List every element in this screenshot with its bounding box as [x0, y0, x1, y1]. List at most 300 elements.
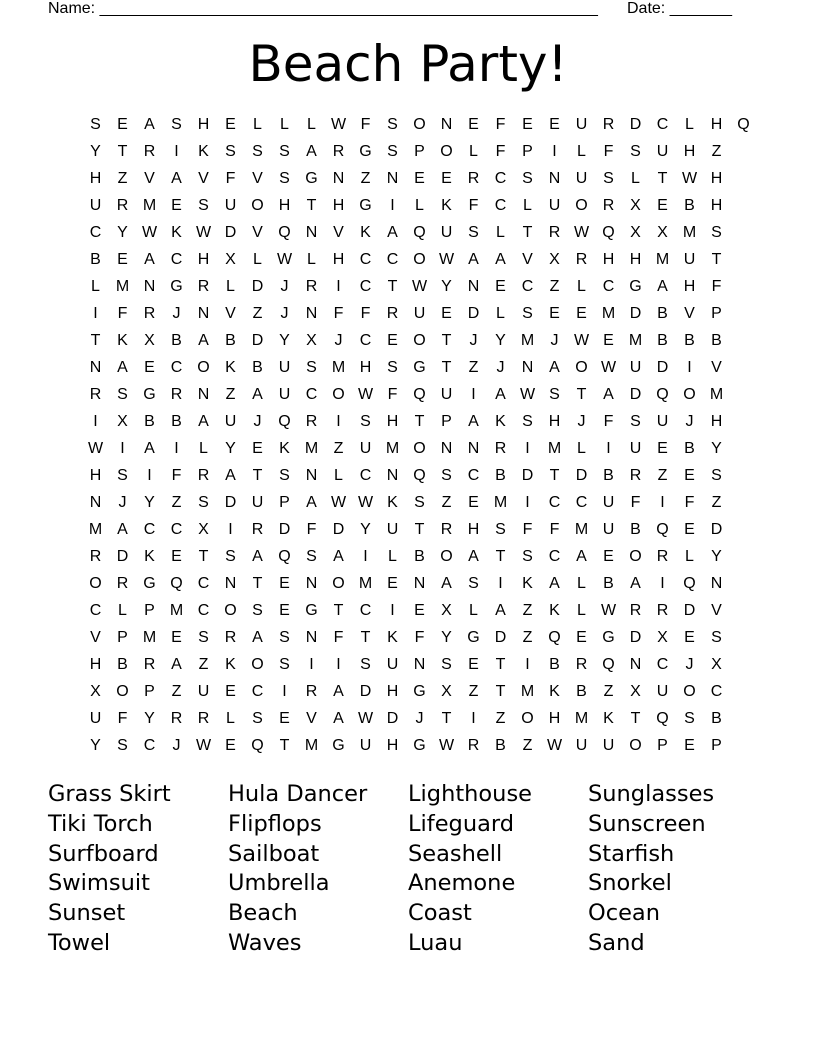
grid-letter[interactable]: X	[657, 628, 668, 646]
grid-letter[interactable]: L	[253, 250, 262, 268]
grid-letter[interactable]: A	[468, 412, 479, 430]
grid-letter[interactable]: N	[440, 115, 453, 133]
grid-letter[interactable]: B	[144, 412, 155, 430]
grid-letter[interactable]: W	[438, 250, 455, 268]
grid-letter[interactable]: G	[413, 682, 426, 700]
grid-letter[interactable]: M	[520, 331, 535, 349]
grid-letter[interactable]: R	[440, 520, 453, 538]
grid-letter[interactable]: Z	[171, 493, 182, 511]
grid-letter[interactable]: L	[469, 142, 478, 160]
grid-letter[interactable]: U	[629, 439, 642, 457]
grid-letter[interactable]: H	[548, 412, 561, 430]
grid-letter[interactable]: S	[279, 169, 290, 187]
grid-letter[interactable]: W	[87, 439, 104, 457]
grid-letter[interactable]: M	[574, 709, 589, 727]
grid-letter[interactable]: U	[575, 736, 588, 754]
grid-letter[interactable]: I	[309, 655, 314, 673]
grid-letter[interactable]: C	[602, 277, 615, 295]
grid-letter[interactable]: V	[711, 601, 722, 619]
grid-letter[interactable]: L	[496, 223, 505, 241]
grid-letter[interactable]: F	[603, 412, 614, 430]
grid-letter[interactable]: F	[522, 520, 533, 538]
grid-letter[interactable]: W	[330, 493, 347, 511]
grid-letter[interactable]: U	[656, 682, 669, 700]
grid-letter[interactable]: L	[199, 439, 208, 457]
grid-letter[interactable]: O	[629, 736, 642, 754]
grid-letter[interactable]: M	[358, 574, 373, 592]
grid-letter[interactable]: U	[629, 358, 642, 376]
grid-letter[interactable]: F	[360, 115, 371, 133]
grid-letter[interactable]: W	[519, 385, 536, 403]
grid-letter[interactable]: E	[414, 169, 425, 187]
grid-letter[interactable]: W	[357, 385, 374, 403]
grid-letter[interactable]: F	[549, 520, 560, 538]
grid-letter[interactable]: A	[117, 520, 128, 538]
grid-letter[interactable]: Q	[737, 115, 750, 133]
grid-letter[interactable]: T	[441, 709, 452, 727]
grid-letter[interactable]: B	[414, 547, 425, 565]
grid-letter[interactable]: R	[305, 682, 318, 700]
grid-letter[interactable]: T	[117, 142, 128, 160]
grid-letter[interactable]: X	[630, 196, 641, 214]
grid-letter[interactable]: H	[332, 250, 345, 268]
grid-letter[interactable]: Q	[656, 709, 669, 727]
grid-letter[interactable]: S	[468, 574, 479, 592]
grid-letter[interactable]: H	[602, 250, 615, 268]
grid-letter[interactable]: C	[521, 277, 534, 295]
grid-letter[interactable]: J	[685, 412, 694, 430]
grid-letter[interactable]: S	[711, 628, 722, 646]
grid-letter[interactable]: D	[629, 628, 642, 646]
grid-letter[interactable]: L	[334, 466, 343, 484]
grid-letter[interactable]: H	[710, 412, 723, 430]
grid-letter[interactable]: T	[90, 331, 101, 349]
grid-letter[interactable]: F	[225, 169, 236, 187]
grid-letter[interactable]: C	[170, 250, 183, 268]
grid-letter[interactable]: H	[629, 250, 642, 268]
grid-letter[interactable]: K	[279, 439, 290, 457]
grid-letter[interactable]: S	[522, 412, 533, 430]
grid-letter[interactable]: S	[495, 520, 506, 538]
grid-letter[interactable]: P	[522, 142, 533, 160]
grid-letter[interactable]: S	[522, 547, 533, 565]
grid-letter[interactable]: B	[684, 439, 695, 457]
grid-letter[interactable]: U	[602, 520, 615, 538]
grid-letter[interactable]: J	[280, 304, 289, 322]
grid-letter[interactable]: H	[683, 277, 696, 295]
grid-letter[interactable]: U	[602, 493, 615, 511]
grid-letter[interactable]: Z	[495, 709, 506, 727]
grid-letter[interactable]: D	[629, 115, 642, 133]
grid-letter[interactable]: S	[711, 466, 722, 484]
grid-letter[interactable]: N	[143, 277, 156, 295]
grid-letter[interactable]: V	[90, 628, 101, 646]
grid-letter[interactable]: Y	[441, 628, 452, 646]
grid-letter[interactable]: Y	[711, 547, 722, 565]
grid-letter[interactable]: U	[359, 439, 372, 457]
grid-letter[interactable]: Q	[251, 736, 264, 754]
grid-letter[interactable]: L	[685, 547, 694, 565]
grid-letter[interactable]: S	[414, 493, 425, 511]
grid-letter[interactable]: I	[471, 709, 476, 727]
grid-letter[interactable]: Z	[711, 493, 722, 511]
grid-letter[interactable]: A	[198, 412, 209, 430]
grid-letter[interactable]: G	[143, 385, 156, 403]
grid-letter[interactable]: V	[684, 304, 695, 322]
grid-letter[interactable]: M	[628, 331, 643, 349]
grid-letter[interactable]: O	[413, 331, 426, 349]
grid-letter[interactable]: R	[305, 277, 318, 295]
grid-letter[interactable]: U	[278, 358, 291, 376]
grid-letter[interactable]: A	[225, 466, 236, 484]
grid-letter[interactable]: J	[577, 412, 586, 430]
grid-letter[interactable]: C	[386, 250, 399, 268]
grid-letter[interactable]: L	[415, 196, 424, 214]
grid-letter[interactable]: S	[225, 547, 236, 565]
grid-letter[interactable]: V	[711, 358, 722, 376]
grid-letter[interactable]: M	[304, 736, 319, 754]
grid-letter[interactable]: I	[282, 682, 287, 700]
grid-letter[interactable]: L	[577, 439, 586, 457]
grid-letter[interactable]: N	[548, 169, 561, 187]
grid-letter[interactable]: H	[710, 169, 723, 187]
grid-letter[interactable]: I	[606, 439, 611, 457]
grid-letter[interactable]: M	[709, 385, 724, 403]
grid-letter[interactable]: J	[280, 277, 289, 295]
grid-letter[interactable]: G	[170, 277, 183, 295]
grid-letter[interactable]: E	[441, 304, 452, 322]
grid-letter[interactable]: B	[549, 655, 560, 673]
grid-letter[interactable]: I	[390, 196, 395, 214]
grid-letter[interactable]: I	[525, 439, 530, 457]
grid-letter[interactable]: O	[197, 358, 210, 376]
grid-letter[interactable]: Z	[711, 142, 722, 160]
grid-letter[interactable]: M	[574, 520, 589, 538]
grid-letter[interactable]: E	[225, 682, 236, 700]
grid-letter[interactable]: F	[360, 304, 371, 322]
grid-letter[interactable]: P	[657, 736, 668, 754]
grid-letter[interactable]: D	[710, 520, 723, 538]
grid-letter[interactable]: M	[331, 358, 346, 376]
grid-letter[interactable]: R	[143, 304, 156, 322]
grid-letter[interactable]: O	[413, 115, 426, 133]
grid-letter[interactable]: Q	[413, 385, 426, 403]
grid-letter[interactable]: A	[144, 250, 155, 268]
grid-letter[interactable]: N	[305, 223, 318, 241]
grid-letter[interactable]: J	[172, 304, 181, 322]
grid-letter[interactable]: U	[89, 196, 102, 214]
grid-letter[interactable]: A	[441, 574, 452, 592]
grid-letter[interactable]: K	[495, 412, 506, 430]
grid-letter[interactable]: R	[305, 412, 318, 430]
grid-letter[interactable]: R	[197, 709, 210, 727]
grid-letter[interactable]: G	[467, 628, 480, 646]
grid-letter[interactable]: L	[523, 196, 532, 214]
grid-letter[interactable]: E	[549, 115, 560, 133]
grid-letter[interactable]: Y	[441, 277, 452, 295]
grid-letter[interactable]: M	[682, 223, 697, 241]
grid-letter[interactable]: L	[496, 304, 505, 322]
grid-letter[interactable]: I	[471, 385, 476, 403]
grid-letter[interactable]: A	[495, 250, 506, 268]
grid-letter[interactable]: F	[387, 385, 398, 403]
grid-letter[interactable]: N	[305, 574, 318, 592]
letter-grid[interactable]	[82, 111, 757, 759]
grid-letter[interactable]: E	[171, 628, 182, 646]
grid-letter[interactable]: G	[413, 736, 426, 754]
grid-letter[interactable]: F	[495, 115, 506, 133]
grid-letter[interactable]: M	[142, 196, 157, 214]
grid-letter[interactable]: J	[172, 736, 181, 754]
grid-letter[interactable]: U	[548, 196, 561, 214]
grid-letter[interactable]: W	[357, 709, 374, 727]
grid-letter[interactable]: S	[684, 709, 695, 727]
grid-letter[interactable]: E	[468, 655, 479, 673]
grid-letter[interactable]: C	[305, 385, 318, 403]
grid-letter[interactable]: K	[225, 655, 236, 673]
date-field[interactable]: Date: _______	[627, 0, 732, 17]
grid-letter[interactable]: D	[386, 709, 399, 727]
grid-letter[interactable]: T	[441, 358, 452, 376]
grid-letter[interactable]: Y	[711, 439, 722, 457]
grid-letter[interactable]: J	[118, 493, 127, 511]
grid-letter[interactable]: B	[225, 331, 236, 349]
grid-letter[interactable]: L	[577, 574, 586, 592]
grid-letter[interactable]: S	[468, 223, 479, 241]
grid-letter[interactable]: G	[332, 736, 345, 754]
grid-letter[interactable]: E	[387, 331, 398, 349]
grid-letter[interactable]: S	[630, 142, 641, 160]
grid-letter[interactable]: Z	[522, 736, 533, 754]
grid-letter[interactable]: N	[467, 277, 480, 295]
grid-letter[interactable]: C	[170, 358, 183, 376]
grid-letter[interactable]: M	[304, 439, 319, 457]
grid-letter[interactable]: S	[549, 385, 560, 403]
grid-letter[interactable]: K	[603, 709, 614, 727]
grid-letter[interactable]: Y	[90, 736, 101, 754]
grid-letter[interactable]: Z	[657, 466, 668, 484]
grid-letter[interactable]: A	[171, 655, 182, 673]
grid-letter[interactable]: B	[657, 304, 668, 322]
grid-letter[interactable]: R	[467, 736, 480, 754]
grid-letter[interactable]: C	[359, 250, 372, 268]
grid-letter[interactable]: E	[117, 115, 128, 133]
grid-letter[interactable]: S	[603, 169, 614, 187]
grid-letter[interactable]: O	[251, 196, 264, 214]
grid-letter[interactable]: I	[552, 142, 557, 160]
grid-letter[interactable]: G	[359, 196, 372, 214]
grid-letter[interactable]: E	[684, 520, 695, 538]
grid-letter[interactable]: Q	[170, 574, 183, 592]
grid-letter[interactable]: C	[494, 169, 507, 187]
grid-letter[interactable]: A	[252, 628, 263, 646]
grid-letter[interactable]: E	[252, 439, 263, 457]
grid-letter[interactable]: O	[575, 196, 588, 214]
grid-letter[interactable]: S	[711, 223, 722, 241]
grid-letter[interactable]: O	[251, 655, 264, 673]
grid-letter[interactable]: S	[279, 466, 290, 484]
grid-letter[interactable]: X	[549, 250, 560, 268]
grid-letter[interactable]: D	[359, 682, 372, 700]
grid-letter[interactable]: W	[141, 223, 158, 241]
grid-letter[interactable]: J	[415, 709, 424, 727]
grid-letter[interactable]: P	[144, 682, 155, 700]
grid-letter[interactable]: T	[711, 250, 722, 268]
grid-letter[interactable]: R	[332, 142, 345, 160]
grid-letter[interactable]: C	[575, 493, 588, 511]
grid-letter[interactable]: R	[494, 439, 507, 457]
grid-letter[interactable]: S	[279, 655, 290, 673]
grid-letter[interactable]: A	[468, 250, 479, 268]
grid-letter[interactable]: N	[413, 574, 426, 592]
grid-letter[interactable]: Q	[413, 223, 426, 241]
grid-letter[interactable]: Q	[656, 385, 669, 403]
grid-letter[interactable]: C	[89, 601, 102, 619]
grid-letter[interactable]: A	[306, 142, 317, 160]
grid-letter[interactable]: W	[573, 223, 590, 241]
grid-letter[interactable]: E	[279, 601, 290, 619]
grid-letter[interactable]: F	[414, 628, 425, 646]
grid-letter[interactable]: E	[225, 115, 236, 133]
grid-letter[interactable]: H	[359, 358, 372, 376]
grid-letter[interactable]: U	[440, 223, 453, 241]
grid-letter[interactable]: S	[117, 736, 128, 754]
grid-letter[interactable]: O	[440, 142, 453, 160]
grid-letter[interactable]: R	[224, 628, 237, 646]
grid-letter[interactable]: S	[252, 709, 263, 727]
grid-letter[interactable]: S	[441, 655, 452, 673]
grid-letter[interactable]: B	[657, 331, 668, 349]
grid-letter[interactable]: D	[494, 628, 507, 646]
grid-letter[interactable]: D	[278, 520, 291, 538]
grid-letter[interactable]: K	[144, 547, 155, 565]
grid-letter[interactable]: N	[440, 439, 453, 457]
grid-letter[interactable]: Y	[144, 709, 155, 727]
grid-letter[interactable]: T	[252, 574, 263, 592]
grid-letter[interactable]: A	[198, 331, 209, 349]
grid-letter[interactable]: S	[198, 493, 209, 511]
grid-letter[interactable]: B	[603, 574, 614, 592]
grid-letter[interactable]: T	[333, 601, 344, 619]
grid-letter[interactable]: V	[252, 169, 263, 187]
grid-letter[interactable]: M	[142, 628, 157, 646]
grid-letter[interactable]: A	[576, 547, 587, 565]
grid-letter[interactable]: B	[117, 655, 128, 673]
grid-letter[interactable]: F	[117, 709, 128, 727]
grid-letter[interactable]: I	[363, 547, 368, 565]
grid-letter[interactable]: U	[440, 385, 453, 403]
grid-letter[interactable]: L	[253, 115, 262, 133]
grid-letter[interactable]: T	[306, 196, 317, 214]
grid-letter[interactable]: J	[253, 412, 262, 430]
grid-letter[interactable]: L	[307, 115, 316, 133]
grid-letter[interactable]: K	[198, 142, 209, 160]
grid-letter[interactable]: H	[683, 142, 696, 160]
grid-letter[interactable]: P	[144, 601, 155, 619]
grid-letter[interactable]: C	[170, 520, 183, 538]
grid-letter[interactable]: R	[467, 169, 480, 187]
grid-letter[interactable]: N	[305, 466, 318, 484]
grid-letter[interactable]: E	[468, 115, 479, 133]
grid-letter[interactable]: V	[333, 223, 344, 241]
grid-letter[interactable]: D	[656, 358, 669, 376]
grid-letter[interactable]: H	[548, 709, 561, 727]
grid-letter[interactable]: U	[251, 493, 264, 511]
grid-letter[interactable]: O	[332, 385, 345, 403]
grid-letter[interactable]: I	[336, 412, 341, 430]
grid-letter[interactable]: O	[413, 439, 426, 457]
grid-letter[interactable]: Q	[278, 412, 291, 430]
grid-letter[interactable]: A	[333, 709, 344, 727]
grid-letter[interactable]: Z	[549, 277, 560, 295]
grid-letter[interactable]: S	[252, 142, 263, 160]
grid-letter[interactable]: I	[174, 439, 179, 457]
grid-letter[interactable]: C	[143, 520, 156, 538]
grid-letter[interactable]: P	[414, 142, 425, 160]
grid-letter[interactable]: N	[224, 574, 237, 592]
grid-letter[interactable]: E	[684, 628, 695, 646]
grid-letter[interactable]: S	[117, 385, 128, 403]
grid-letter[interactable]: H	[89, 655, 102, 673]
grid-letter[interactable]: O	[224, 601, 237, 619]
grid-letter[interactable]: N	[386, 169, 399, 187]
grid-letter[interactable]: C	[359, 331, 372, 349]
grid-letter[interactable]: A	[495, 385, 506, 403]
grid-letter[interactable]: B	[495, 466, 506, 484]
grid-letter[interactable]: K	[549, 601, 560, 619]
grid-letter[interactable]: B	[171, 331, 182, 349]
grid-letter[interactable]: S	[198, 628, 209, 646]
grid-letter[interactable]: H	[386, 412, 399, 430]
grid-letter[interactable]: X	[711, 655, 722, 673]
grid-letter[interactable]: R	[197, 466, 210, 484]
grid-letter[interactable]: R	[170, 385, 183, 403]
grid-letter[interactable]: E	[603, 331, 614, 349]
grid-letter[interactable]: H	[89, 466, 102, 484]
grid-letter[interactable]: U	[197, 682, 210, 700]
grid-letter[interactable]: I	[390, 601, 395, 619]
grid-letter[interactable]: C	[710, 682, 723, 700]
grid-letter[interactable]: V	[522, 250, 533, 268]
grid-letter[interactable]: L	[577, 601, 586, 619]
grid-letter[interactable]: X	[117, 412, 128, 430]
grid-letter[interactable]: X	[441, 682, 452, 700]
grid-letter[interactable]: R	[89, 547, 102, 565]
grid-letter[interactable]: E	[171, 196, 182, 214]
grid-letter[interactable]: S	[387, 142, 398, 160]
grid-letter[interactable]: U	[683, 250, 696, 268]
grid-letter[interactable]: Q	[278, 223, 291, 241]
grid-letter[interactable]: E	[549, 304, 560, 322]
grid-letter[interactable]: B	[684, 196, 695, 214]
grid-letter[interactable]: K	[117, 331, 128, 349]
grid-letter[interactable]: H	[332, 196, 345, 214]
grid-letter[interactable]: F	[171, 466, 182, 484]
grid-letter[interactable]: U	[224, 412, 237, 430]
grid-letter[interactable]: C	[359, 466, 372, 484]
grid-letter[interactable]: O	[683, 682, 696, 700]
grid-letter[interactable]: A	[468, 547, 479, 565]
grid-letter[interactable]: A	[117, 358, 128, 376]
grid-letter[interactable]: C	[197, 574, 210, 592]
grid-letter[interactable]: B	[576, 682, 587, 700]
grid-letter[interactable]: N	[413, 655, 426, 673]
grid-letter[interactable]: C	[494, 196, 507, 214]
grid-letter[interactable]: D	[521, 466, 534, 484]
grid-letter[interactable]: V	[225, 304, 236, 322]
grid-letter[interactable]: M	[88, 520, 103, 538]
grid-letter[interactable]: U	[575, 169, 588, 187]
